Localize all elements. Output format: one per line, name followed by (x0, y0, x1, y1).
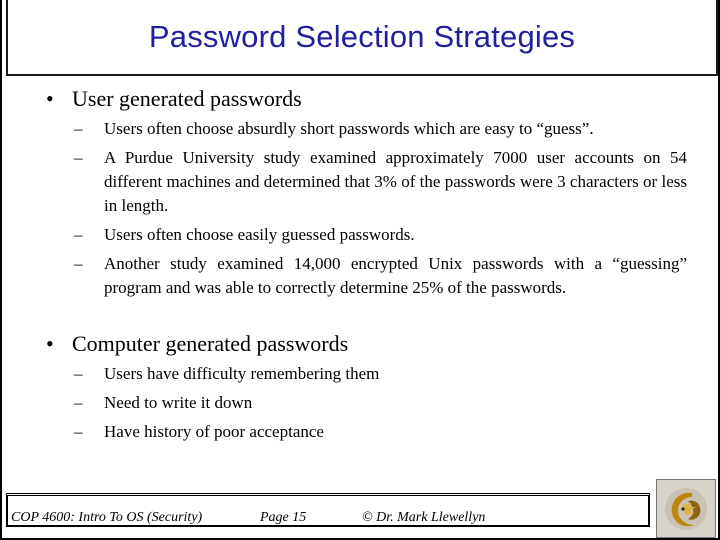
dash-icon: – (74, 422, 83, 441)
dash-icon: – (74, 254, 83, 273)
sub-point (74, 223, 687, 247)
dash-icon: – (74, 364, 83, 383)
bullet-heading: Computer generated passwords (72, 331, 349, 356)
sub-point-text: Users often choose absurdly short passwords which are easy to “guess”. (104, 119, 594, 138)
slide-footer (2, 493, 720, 540)
sub-point (74, 362, 687, 386)
bullet-user-generated (46, 86, 302, 112)
sub-point (74, 252, 687, 300)
pegasus-logo-svg (662, 485, 710, 533)
footer-author: © Dr. Mark Llewellyn (362, 510, 486, 525)
footer-bar (6, 493, 650, 527)
bullet-icon: • (46, 86, 54, 111)
footer-course: COP 4600: Intro To OS (Security) (11, 510, 203, 525)
sub-point (74, 117, 687, 141)
bullet-computer-generated (46, 331, 348, 357)
slide-title: Password Selection Strategies (148, 19, 576, 54)
sub-point (74, 391, 687, 415)
dash-icon: – (74, 119, 83, 138)
sub-point-text: Users have difficulty remembering them (104, 364, 380, 383)
sub-point (74, 146, 687, 218)
footer-page-number: Page 15 (260, 510, 307, 525)
sub-point-text: Another study examined 14,000 encrypted Unix passwords with a “guessing” program and was able to correctly determine 25% of the passwords. (104, 254, 687, 297)
dash-icon: – (74, 148, 83, 167)
sub-point-text: Have history of poor acceptance (104, 422, 324, 441)
sub-point-text: Users often choose easily guessed passwords. (104, 225, 415, 244)
sub-point-text: A Purdue University study examined approximately 7000 user accounts on 54 different machines and determined that 3% of the passwords were 3 characters or less in length. (104, 148, 687, 215)
dash-icon: – (74, 225, 83, 244)
bullet-icon: • (46, 331, 54, 356)
bullet-heading: User generated passwords (72, 86, 302, 111)
ucf-pegasus-logo-icon (656, 479, 716, 538)
title-box (6, 0, 718, 76)
dash-icon: – (74, 393, 83, 412)
sub-point-text: Need to write it down (104, 393, 253, 412)
sub-point (74, 420, 687, 444)
